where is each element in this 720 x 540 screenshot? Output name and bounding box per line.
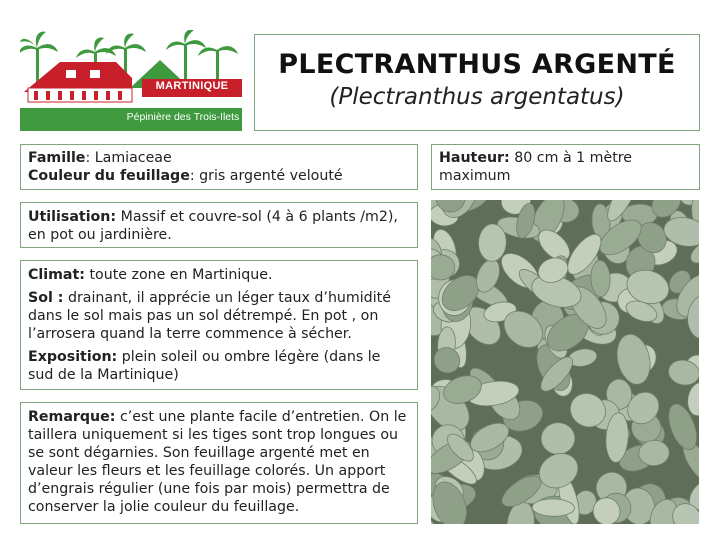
growing-conditions-panel — [20, 260, 418, 390]
soil-value: drainant, il apprécie un léger taux d’humidité dans le sol mais pas un sol détrempé. En pot , on l’arrosera quand la terre commence à sécher. — [28, 290, 391, 342]
usage-panel — [20, 202, 418, 248]
family-label: Famille — [28, 150, 86, 166]
exposure-value: plein soleil ou ombre légère (dans le sud de la Martinique) — [28, 349, 381, 383]
logo-nursery-text: Pépinière des Trois-Ilets — [126, 111, 240, 123]
family-panel — [20, 144, 418, 190]
usage-label: Utilisation: — [28, 209, 117, 225]
title-panel — [254, 34, 700, 131]
foliage-color-label: Couleur du feuillage — [28, 168, 190, 184]
remark-value: c’est une plante facile d’entretien. On le taillera uniquement si les tiges sont trop longues ou se sont dégarnies. Son feuillage argenté met en valeur les fleurs et les feuillage colorés. Un apport d’engrais régulier (une fois par mois) permettra de conserver la jolie couleur du feuillage. — [28, 409, 407, 515]
climate-value: toute zone en Martinique. — [84, 267, 273, 283]
plant-photo — [431, 200, 699, 524]
climate-label: Climat: — [28, 267, 85, 283]
remark-label: Remarque: — [28, 409, 116, 425]
height-value: 80 cm à 1 mètre maximum — [439, 150, 633, 184]
plant-common-name: PLECTRANTHUS ARGENTÉ — [278, 49, 676, 80]
exposure-label: Exposition: — [28, 349, 118, 365]
height-panel — [431, 144, 700, 190]
foliage-color-value: : gris argenté velouté — [189, 168, 343, 184]
height-label: Hauteur: — [439, 150, 510, 166]
logo-region-text: MARTINIQUE — [155, 80, 229, 92]
remark-panel — [20, 402, 418, 524]
plant-latin-name: (Plectranthus argentatus) — [329, 84, 625, 110]
nursery-logo — [20, 30, 242, 131]
family-value: : Lamiaceae — [85, 150, 172, 166]
usage-value: Massif et couvre-sol (4 à 6 plants /m2), en pot ou jardinière. — [28, 209, 398, 243]
soil-label: Sol : — [28, 290, 64, 306]
plectranthus-leaves-icon — [431, 200, 699, 524]
